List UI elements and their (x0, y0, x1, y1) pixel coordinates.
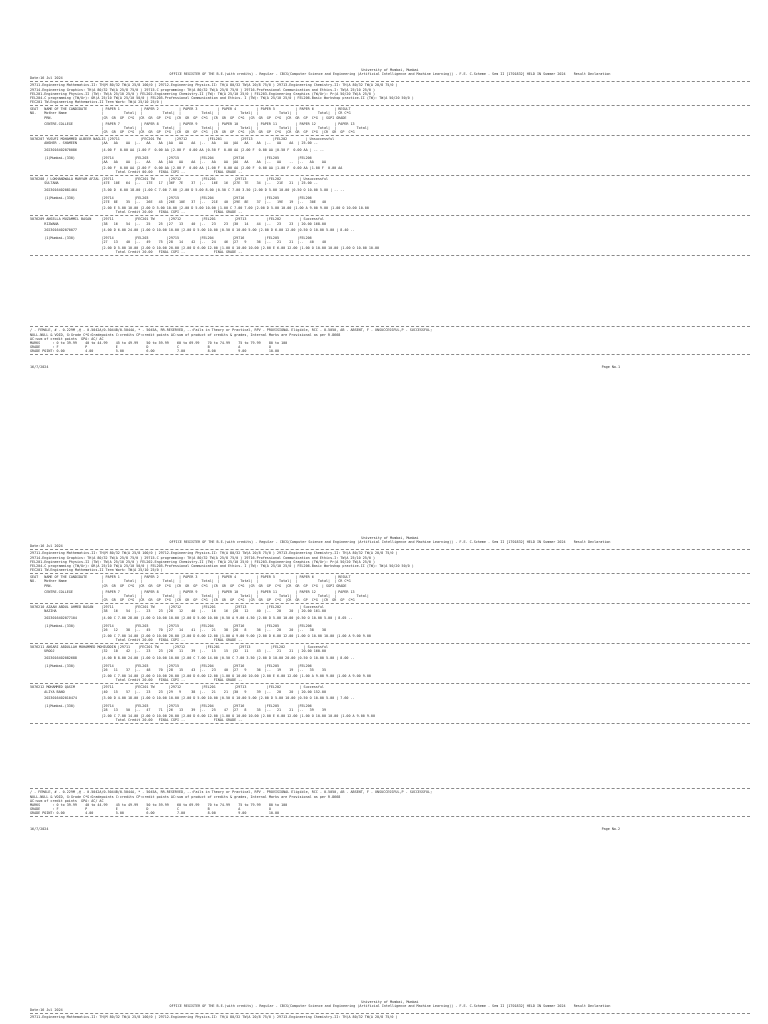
record-line: ANSHER - SHAMEEN |AA AA AA |-- AA AA |AA AA AA |-- AA AA |AA AA AA |-- AA AA | 25.00 -- (30, 141, 318, 146)
divider (30, 603, 750, 604)
divider (30, 549, 750, 550)
record-line: 5076212 MOHAMMED QASIM |29711 |FEC201 TW |29712 |FEL201 |29713 |FEL202 | Successful (30, 685, 324, 690)
legend-line: / - FEMALE, # - 0.229M ,@ - 0.5042A/0.5044B/0.5044A, * - 5045A, RR-RESERVED, --:Fails in Theory or Practical, RPV - PROVISIONAL Eligible, RCC - 0.5050, AB - ABSENT, F - UNSUCCESSFUL,P - SUCCESSFUL; (30, 328, 433, 333)
register-title: OFFICE REGISTER OF THE B.E.(with credits) - Regular - CBCS(Computer Science and Engineering (Artificial Intelligence and Machine Learning)) - F.E. C-Scheme - Sem II [1T01832] HELD IN Summer 2024 Result Declaration (169, 540, 611, 545)
page-footer (30, 365, 750, 369)
record-line: |27E 8E 35 |-- 26E 45 |26E 10E 37 |-- 21E 40 |29E 8E 37 |-- 19E 19 |-- 30E 40 (30, 199, 326, 204)
declaration-date: Date:16 Jul 2024 (30, 76, 63, 81)
record-total: Total Credit 20.00 FINAL CGPI -- FINAL GRADE -- (30, 718, 243, 723)
course-line: FEC201 TW-Engineering Mathematics-II Term Work: TW(A 25/10 25/0 ) (30, 100, 163, 105)
divider (30, 354, 750, 355)
record-line: |28 13 50 |-- 47 71 |26 13 39 |-- 25 47 |27 8 35 |-- 21 21 |-- 39 39 (30, 708, 326, 712)
record-line: (1)Mumbai-(330) |29714 |FEL203 |29715 |FEL204 |29716 |FEL205 |FEL206 (30, 663, 312, 668)
record-line: SULTANA |47E 10E 64 |-- 17E 17 |36F 7E 37 |-- 16E 16 |27E 7E 34 |-- 21E 21 | 25.00 -- (30, 181, 318, 186)
column-header (30, 107, 750, 134)
record-line: (1)Mumbai-(330) |29714 |FEL203 |29715 |FEL204 |29716 |FEL205 |FEL206 (30, 703, 312, 708)
page-number: Page No.1 (601, 365, 620, 370)
legend-line: / - FEMALE, # - 0.229M ,@ - 0.5042A/0.5044B/0.5044A, * - 5045A, RR-RESERVED, --:Fails in Theory or Practical, RPV - PROVISIONAL Eligible, RCC - 0.5050, AB - ABSENT, F - UNSUCCESSFUL,P - SUCCESSFUL; (30, 790, 433, 795)
divider (30, 105, 750, 106)
legend-line: GRADE : F P E D C B A O (30, 807, 271, 812)
column-header (30, 575, 750, 602)
course-line: 29714-Engineering Graphics: TH(A 80/32 TW(A 25/8 75/0 ) 29715-C programming: TH(A 80/32 TW(A 25/8 75/0 ) 29716-Professional Communication and Ethics-I: TW(A 25/10 25/0 ) (30, 555, 375, 560)
course-line: FEL204-C programming (TW/Or): OR(A 25/10 TW(A 25/10 50/0 ) FEL205-Professional Communication and Ethics- I (TW): TW(A 25/10 25/0 ) FEL206-Basic Workshop practice-II (TW): TW(A 50/20 50/0 ) (30, 563, 414, 568)
record-line: 5076210 AZAAN ABDUL AHMED BASAN |29711 |FEC201 TW |29712 |FEL201 |29713 |FEL202 | Successful (30, 605, 324, 610)
course-list (30, 83, 750, 104)
legend-line: MARKS : 0 to 39.99 40 to 44.99 45 to 49.99 50 to 59.99 60 to 69.99 70 to 74.99 75 to 79.99 80 to 100 (30, 340, 288, 345)
register-page-2 (30, 536, 750, 832)
student-record (30, 645, 750, 682)
page-footer (30, 827, 750, 831)
register-page-3 (30, 1000, 750, 1024)
header-line: | Total| | Total| | Total| | Total| | Total| | Total| | Total| (30, 593, 369, 598)
legend-line: NULL-NULL & VOID, G:Grade C*G:Gradepoints C:credits CP:credit points AC:sum of product of credits & grades, Internal Marks are Provisional as per R.8668 (30, 794, 341, 799)
course-line: FEC201 TW-Engineering Mathematics-II Term Work: TW(A 25/10 25/0 ) (30, 568, 163, 573)
student-record (30, 217, 750, 254)
divider (30, 1013, 750, 1014)
record-line: |2.00 C 7.00 14.00 |2.00 O 10.00 20.00 |2.00 D 6.00 12.00 |1.00 O 10.00 10.00 |2.00 E 6.00 12.00 |1.00 O 10.00 10.00 |1.00 A 9.00 9.00 (30, 714, 375, 719)
student-record (30, 605, 750, 642)
record-total: Total Credit 20.00 FINAL CGPI -- FINAL GRADE -- (30, 250, 243, 255)
record-line: 5076208 / LOKHANDWALA MARYAM AFZAL |29711 |FEC201 TW |29712 |FEL201 |29713 |FEL202 | Unsuccessful (30, 177, 329, 182)
course-line: FEL201-Engineering Physics-II (TW): TW(A 25/10 25/0 ) FEL202-Engineering Chemistry-II (TW): TW(A 25/10 25/0 ) FEL203-Engineering Graphics (TW/Or): Pr(A 50/20 TW(A 25/0 ) (30, 91, 375, 96)
record-line: NAZIHA |38 16 54 |-- 23 23 |28 12 40 |-- 16 16 |28 12 40 |-- 20 20 | 20.00 161.00 (30, 609, 326, 614)
divider (30, 215, 750, 216)
divider (30, 326, 750, 327)
divider (30, 81, 750, 82)
divider (30, 135, 750, 136)
record-line: |2.00 D 5.00 10.00 |2.00 O 10.00 20.00 |2.00 D 6.00 12.00 |1.00 O 10.00 10.00 |2.00 E 6.00 12.00 |1.00 O 10.00 10.00 |1.00 O 10.00 10.00 (30, 246, 380, 251)
header-line: |CR GR GP C*G |CR GR GP C*G |CR GR GP C*G |CR GR GP C*G |CR GR GP C*G |CR GR GP C*G |CR GR GP C*G (30, 130, 355, 135)
record-line: (1)Mumbai-(330) |29714 |FEL203 |29715 |FEL204 |29716 |FEL205 |FEL206 (30, 195, 312, 200)
record-line: |26 11 37 |-- 48 70 |28 15 43 |-- 23 40 |27 9 36 |-- 19 19 |-- 35 35 (30, 667, 326, 672)
divider (30, 573, 750, 574)
record-total: Total Credit 00.00 FINAL CGPI -- FINAL GRADE -- (30, 170, 243, 175)
record-line: 5076211 ANSARI ABDULLAH MOHAMMED MOHIUDDIN |29711 |FEC201 TW |29712 |FEL201 |29713 |FEL202 | Successful (30, 645, 329, 650)
university-name: University of Mumbai, Mumbai (361, 68, 419, 72)
register-page-1 (30, 68, 750, 370)
record-line: |27 13 40 |-- 49 75 |28 14 42 |-- 24 46 |27 9 36 |-- 21 21 |-- 40 40 (30, 240, 326, 244)
university-name: University of Mumbai, Mumbai (361, 536, 419, 540)
register-title: OFFICE REGISTER OF THE B.E.(with credits) - Regular - CBCS(Computer Science and Engineering (Artificial Intelligence and Machine Learning)) - F.E. C-Scheme - Sem II [1T01832] HELD IN Summer 2024 Result Declaration (169, 72, 611, 77)
student-record (30, 177, 750, 214)
register-title: OFFICE REGISTER OF THE B.E.(with credits) - Regular - CBCS(Computer Science and Engineering (Artificial Intelligence and Machine Learning)) - F.E. C-Scheme - Sem II [1T01832] HELD IN Summer 2024 Result Declaration (169, 1004, 611, 1009)
course-line: 29714-Engineering Graphics: TH(A 80/32 TW(A 25/8 75/0 ) 29715-C programming: TH(A 80/32 TW(A 25/8 75/0 ) 29716-Professional Communication and Ethics-I: TW(A 25/10 25/0 ) (30, 87, 375, 92)
footer-date: 16/7/2024 (30, 365, 49, 370)
record-line: |AA AA AA |-- AA AA |AA AA AA |-- AA AA |AA AA AA |-- AA -- |-- AA AA (30, 159, 326, 164)
divider (30, 683, 750, 684)
header-line: PRN. |CR GR GP C*G |CR GR GP C*G |CR GR GP C*G |CR GR GP C*G |CR GR GP C*G |CR GR GP C*G | SGPI GRADE (30, 115, 347, 120)
record-line: |2.00 F 0.00 AA |2.00 F 0.00 AA |2.00 F 0.00 AA |1.00 F 0.00 AA |2.00 F 0.00 AA |1.00 F 0.00 AA |1.00 F 0.00 AA (30, 165, 343, 170)
header-line: NO. Mother Name | Total| | Total| | Total| | Total| | Total| | Total| | CR C*G (30, 111, 351, 116)
record-total: Total Credit 20.00 FINAL CGPI -- FINAL GRADE -- (30, 210, 243, 215)
header-line: SEAT NAME OF THE CANDIDATE | PAPER 1 | PAPER 2 | PAPER 3 | PAPER 4 | PAPER 5 | PAPER 6 | RESULT (30, 575, 351, 580)
legend-line: NULL-NULL & VOID, G:Grade C*G:Gradepoints C:credits CP:credit points AC:sum of product of credits & grades, Internal Marks are Provisional as per R.8668 (30, 332, 341, 337)
grade-legend (30, 790, 750, 815)
record-line: UROOJ |32 10 42 |-- 23 23 |28 11 39 |-- 15 15 |32 11 43 |-- 21 21 | 20.00 160.00 (30, 649, 326, 654)
course-line: 29711-Engineering Mathematics-II: TH(M 80/32 TW(A 25/8 100/0 ) 29712-Engineering Physics-II: TH(A 80/32 TW(A 20/8 75/0 ) 29713-Engineering Chemistry-II: TH(A 80/32 TW(A 20/8 75/0 ) (30, 1015, 398, 1020)
legend-line: AC:sum of credit points GPA: AC/ AC (30, 336, 104, 341)
header-line: CENTRE-COLLEGE | PAPER 7 | PAPER 8 | PAPER 9 | PAPER 10 | PAPER 11 | PAPER 12 | PAPER 13 (30, 589, 355, 594)
record-line: RIZWANA |38 16 54 |-- 25 25 |27 13 40 |-- 23 23 |30 14 44 |-- 23 23 | 20.00 168.00 (30, 221, 326, 226)
course-line: 29711-Engineering Mathematics-II: TH(M 80/32 TW(A 25/8 100/0 ) 29712-Engineering Physics-II: TH(A 80/32 TW(A 20/8 75/0 ) 29713-Engineering Chemistry-II: TH(A 80/32 TW(A 20/8 75/0 ) (30, 551, 398, 556)
record-line: ALIYA BANO |40 15 57 |-- 23 23 |29 9 38 |-- 21 21 |30 9 39 |-- 20 20 | 20.00 152.00 (30, 689, 326, 694)
divider (30, 643, 750, 644)
declaration-date: Date:16 Jul 2024 (30, 1008, 63, 1013)
record-line: 5076207 YUSUFI MOHAMMED ALBEER NAGLIS |29711 |FEC201 TW |29712 |FEL201 |29713 |FEL202 | Unsuccessful (30, 137, 335, 142)
record-line: |2.00 C 7.00 14.00 |2.00 O 10.00 20.00 |2.00 D 6.00 12.00 |1.00 A 9.00 9.00 |2.00 D 6.00 12.00 |1.00 O 10.00 10.00 |1.00 A 9.00 9.00 (30, 633, 371, 638)
student-record (30, 685, 750, 722)
university-name: University of Mumbai, Mumbai (361, 1000, 419, 1004)
divider (30, 816, 750, 817)
record-line: |26 12 38 |-- 45 70 |27 14 41 |-- 21 38 |28 8 36 |-- 20 20 |-- 38 38 (30, 627, 326, 632)
divider (30, 788, 750, 789)
course-line: FEL204-C programming (TW/Or): OR(A 25/10 TW(A 25/10 50/0 ) FEL205-Professional Communication and Ethics- I (TW): TW(A 25/10 25/0 ) FEL206-Basic Workshop practice-II (TW): TW(A 50/20 50/0 ) (30, 95, 414, 100)
record-line: 2023016402070077 |4.00 D 6.00 24.00 |1.00 O 10.00 10.00 |2.00 D 5.00 10.00 |0.50 O 10.00 5.00 |2.00 D 6.00 12.00 |0.50 O 10.00 5.00 | 8.40 -- (30, 227, 355, 232)
declaration-date: Date:16 Jul 2024 (30, 544, 63, 549)
divider (30, 175, 750, 176)
footer-date: 16/7/2024 (30, 827, 49, 832)
record-line: 5076209 ANSELLA MUZAMMIL BASAN |29711 |FEC201 TW |29712 |FEL201 |29713 |FEL202 | Successful (30, 217, 324, 222)
record-total: Total Credit 20.00 FINAL CGPI -- FINAL GRADE -- (30, 638, 243, 643)
legend-line: GRADE : F P E D C B A O (30, 345, 271, 350)
divider (30, 255, 750, 256)
divider (30, 723, 750, 724)
record-line: 2023016402081464 |3.00 D 6.00 18.00 |1.00 C 7.00 7.00 |2.00 D 5.00 8.00 |0.50 C 7.00 3.50 |2.00 D 5.00 10.00 |0.50 O 10.00 5.00 | -- -- (30, 187, 345, 192)
page-number: Page No.2 (601, 827, 620, 832)
header-line: |CR GR GP C*G |CR GR GP C*G |CR GR GP C*G |CR GR GP C*G |CR GR GP C*G |CR GR GP C*G |CR GR GP C*G (30, 598, 355, 603)
header-line: CENTRE-COLLEGE | PAPER 7 | PAPER 8 | PAPER 9 | PAPER 10 | PAPER 11 | PAPER 12 | PAPER 13 (30, 121, 355, 126)
record-line: 2023016402010474 |3.00 D 4.00 18.00 |1.00 O 10.00 10.00 |2.00 D 5.00 10.00 |0.50 O 10.00 5.00 |2.00 D 5.00 10.00 |0.50 O 10.00 5.00 | 7.60 -- (30, 695, 355, 700)
record-line: (1)Mumbai-(330) |29714 |FEL203 |29715 |FEL204 |29716 |FEL205 |FEL206 (30, 623, 312, 628)
student-record (30, 137, 750, 174)
header-line: PRN. |CR GR GP C*G |CR GR GP C*G |CR GR GP C*G |CR GR GP C*G |CR GR GP C*G |CR GR GP C*G | SGPI GRADE (30, 583, 347, 588)
course-list (30, 551, 750, 572)
record-line: |2.00 E 5.00 10.00 |2.00 D 5.00 10.00 |2.00 D 5.00 10.00 |1.00 C 7.00 7.00 |2.00 D 5.00 10.00 |1.00 A 9.00 9.00 |1.00 O 10.00 10.00 (30, 206, 369, 211)
legend-line: AC:sum of credit points GPA: AC/ AC (30, 798, 104, 803)
legend-line: MARKS : 0 to 39.99 40 to 44.99 45 to 49.99 50 to 59.99 60 to 69.99 70 to 74.99 75 to 79.99 80 to 100 (30, 802, 288, 807)
record-line: 2023016402070086 |4.00 F 0.00 AA |1.00 F 0.00 AA |2.00 F 0.00 AA |0.50 F 0.00 AA |2.00 F 0.00 AA |0.50 F 0.00 AA | -- -- (30, 147, 324, 152)
header-line: NO. Mother Name | Total| | Total| | Total| | Total| | Total| | Total| | CR C*G (30, 579, 351, 584)
record-line: |2.00 C 7.00 14.00 |2.00 O 10.00 20.00 |2.00 D 6.00 12.00 |1.00 O 10.00 10.00 |2.00 E 6.00 12.00 |1.00 A 9.00 9.00 |1.00 A 9.00 9.00 (30, 674, 371, 679)
record-line: (1)Mumbai-(330) |29714 |FEL203 |29715 |FEL204 |29716 |FEL205 |FEL206 (30, 235, 312, 240)
header-line: | Total| | Total| | Total| | Total| | Total| | Total| | Total| (30, 125, 369, 130)
record-line: 2023016402077104 |4.00 C 7.00 28.00 |1.00 O 10.00 10.00 |2.00 D 5.00 10.00 |0.50 A 9.00 4.50 |2.00 D 5.00 10.00 |0.50 O 10.00 5.00 | 8.05 -- (30, 615, 353, 620)
legend-line: GRADE POINT: 0.00 4.00 5.00 6.00 7.00 8.00 9.00 10.00 (30, 349, 280, 354)
course-line: 29711-Engineering Mathematics-II: TH(M 80/32 TW(A 25/8 100/0 ) 29712-Engineering Physics-II: TH(A 80/32 TW(A 20/8 75/0 ) 29713-Engineering Chemistry-II: TH(A 80/32 TW(A 20/8 75/0 ) (30, 83, 398, 88)
record-line: (1)Mumbai-(330) |29714 |FEL203 |29715 |FEL204 |29716 |FEL205 |FEL206 (30, 155, 312, 160)
course-line: FEL201-Engineering Physics-II (TW): TW(A 25/10 25/0 ) FEL202-Engineering Chemistry-II (TW): TW(A 25/10 25/0 ) FEL203-Engineering Graphics (TW/Or): Pr(A 50/20 TW(A 25/0 ) (30, 559, 375, 564)
grade-legend (30, 328, 750, 353)
legend-line: GRADE POINT: 0.00 4.00 5.00 6.00 7.00 8.00 9.00 10.00 (30, 811, 280, 816)
record-total: Total Credit 20.00 FINAL CGPI -- FINAL GRADE -- (30, 678, 243, 683)
record-line: 2023016402082688 |4.00 B 8.00 24.00 |1.00 O 10.00 10.00 |2.00 C 7.00 14.00 |0.50 C 7.00 3.50 |2.00 D 10.00 20.00 |0.50 O 10.00 5.00 | 8.00 -- (30, 655, 355, 660)
header-line: SEAT NAME OF THE CANDIDATE | PAPER 1 | PAPER 2 | PAPER 3 | PAPER 4 | PAPER 5 | PAPER 6 | RESULT (30, 107, 351, 112)
